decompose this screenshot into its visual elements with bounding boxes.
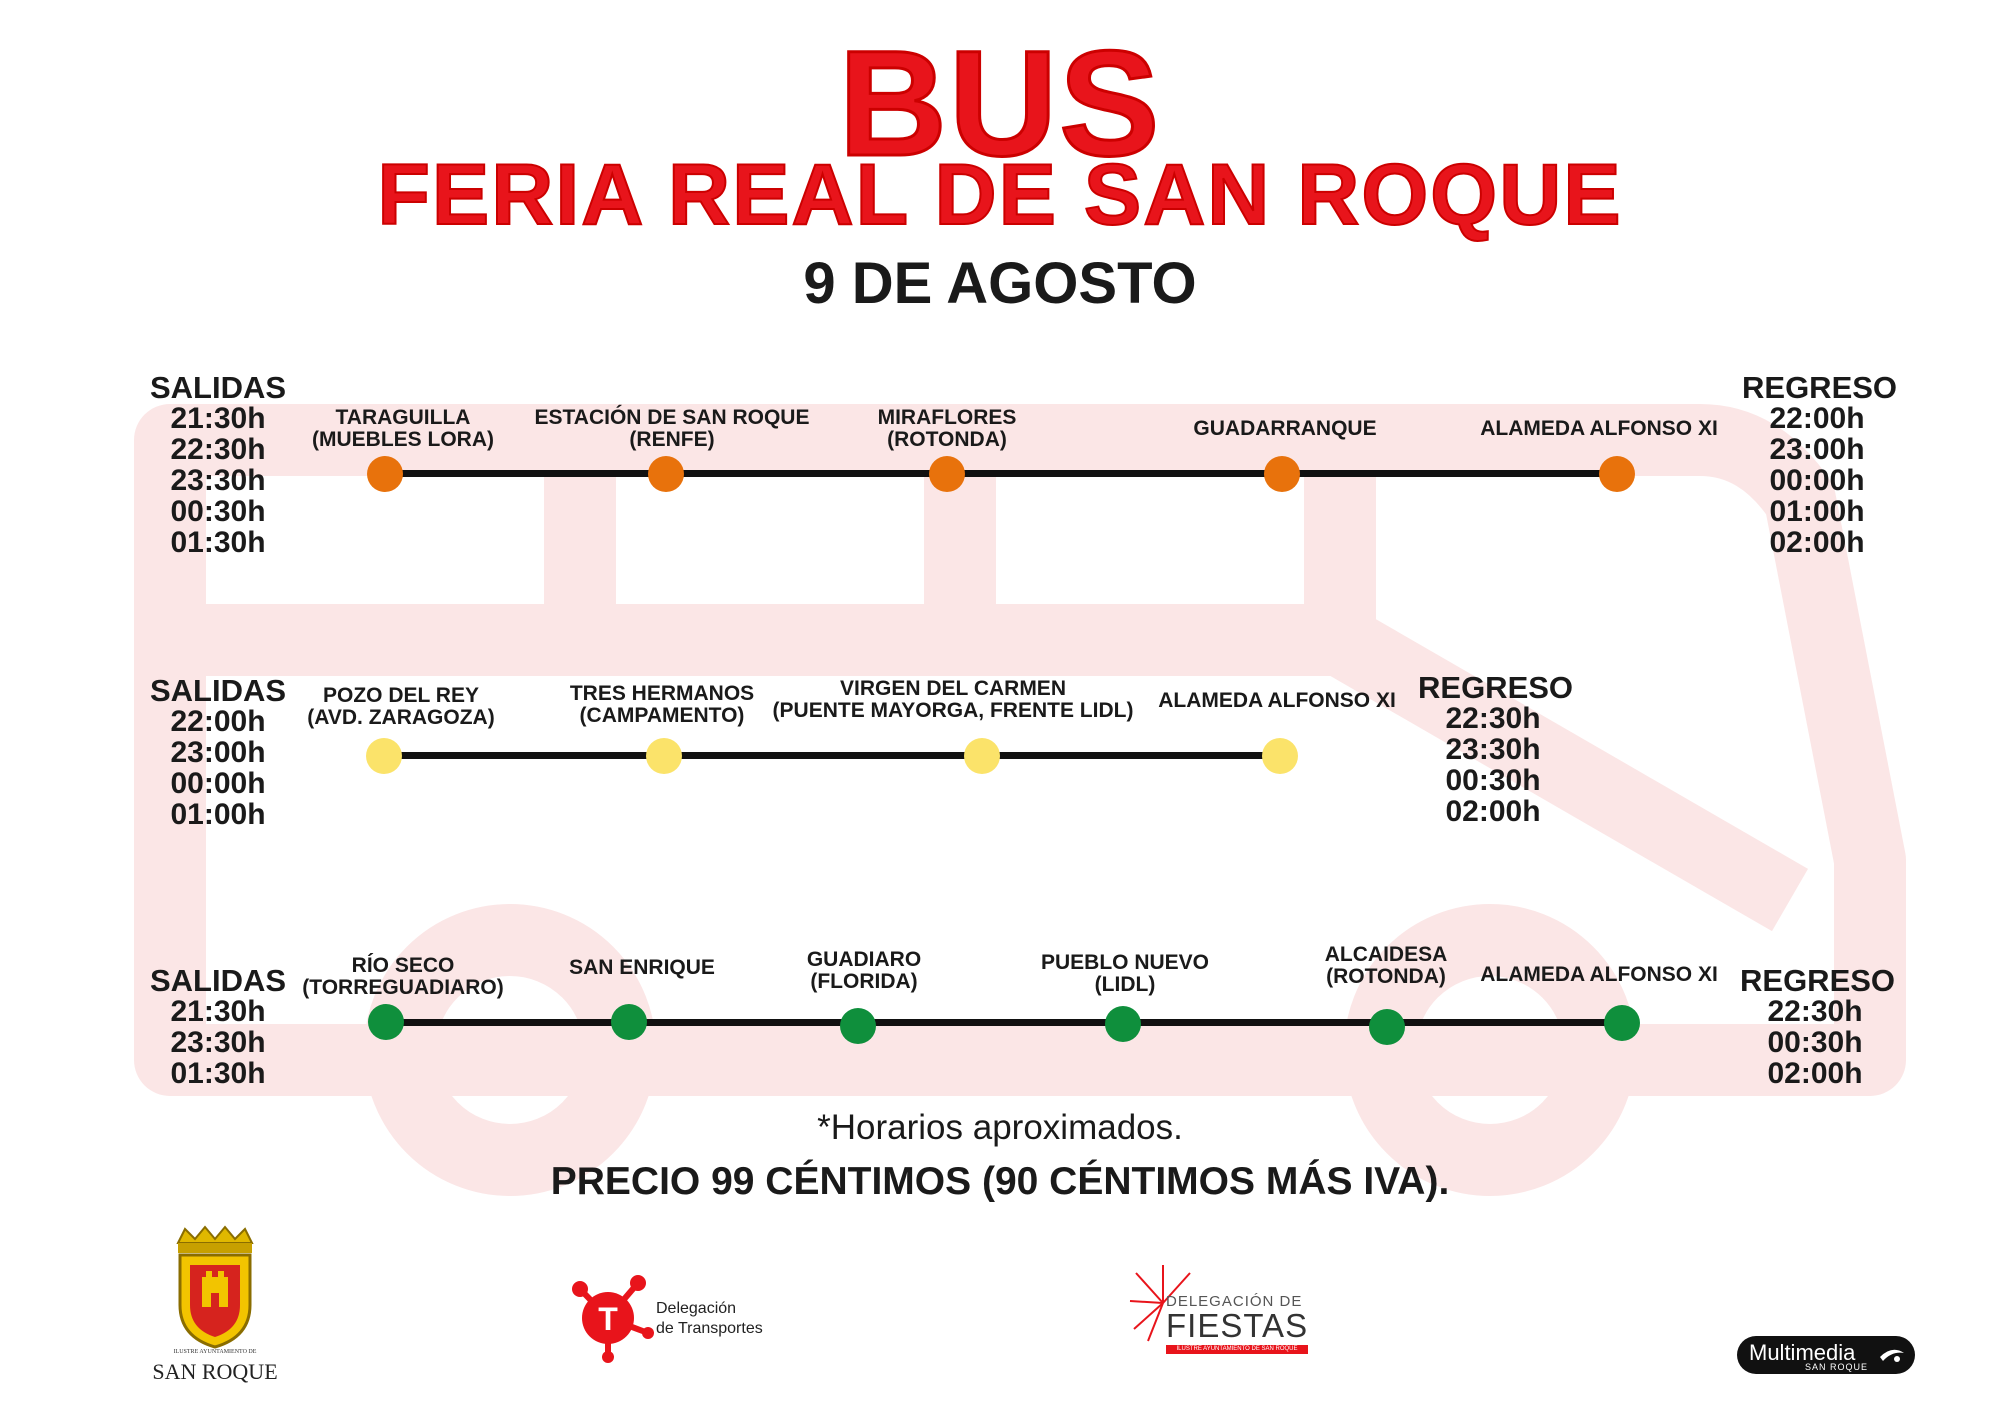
- departure-time: 00:00h: [170, 767, 266, 800]
- route-3-stop-label: SAN ENRIQUE: [569, 956, 715, 979]
- ayuntamiento-small-text: ILUSTRE AYUNTAMIENTO DE: [173, 1349, 257, 1355]
- departures-heading: SALIDAS: [149, 673, 287, 708]
- route-3-line: [386, 1019, 1624, 1026]
- return-time: 00:30h: [1767, 1026, 1863, 1059]
- ayuntamiento-logo: [140, 1225, 290, 1385]
- route-3-stop-label: ALAMEDA ALFONSO XI: [1480, 963, 1718, 986]
- departure-time: 21:30h: [170, 995, 266, 1028]
- route-3-stop-dot: [368, 1004, 404, 1040]
- route-1-returns: [1742, 370, 1898, 559]
- route-3-stop-dot: [1604, 1005, 1640, 1041]
- return-time: 22:30h: [1767, 995, 1863, 1028]
- return-time: 02:00h: [1767, 1057, 1863, 1090]
- route-2-departures: [148, 675, 288, 830]
- transport-t-icon: [568, 1273, 658, 1363]
- svg-text:T: T: [598, 1301, 618, 1337]
- multimedia-logo: [1737, 1336, 1915, 1374]
- multimedia-swirl-icon: [1877, 1343, 1907, 1367]
- returns-heading: REGRESO: [1418, 670, 1574, 705]
- transportes-text: Delegación de Transportes: [656, 1300, 763, 1337]
- route-2-stop-dot: [1262, 738, 1298, 774]
- return-time: 01:00h: [1769, 495, 1865, 528]
- route-1-stop-dot: [367, 456, 403, 492]
- route-2-stop-label: POZO DEL REY (AVD. ZARAGOZA): [307, 684, 495, 729]
- departure-time: 00:30h: [170, 495, 266, 528]
- departure-time: 22:00h: [170, 705, 266, 738]
- multimedia-name: Multimedia: [1749, 1340, 1856, 1365]
- route-2-stop-dot: [646, 738, 682, 774]
- returns-heading: REGRESO: [1742, 370, 1898, 405]
- departure-time: 01:30h: [170, 1057, 266, 1090]
- return-time: 00:30h: [1445, 764, 1541, 797]
- departures-heading: SALIDAS: [149, 370, 287, 405]
- departure-time: 23:30h: [170, 1026, 266, 1059]
- departure-time: 23:30h: [170, 464, 266, 497]
- departure-time: 01:30h: [170, 526, 266, 559]
- route-3-stop-label: ALCAIDESA (ROTONDA): [1324, 943, 1448, 988]
- route-2-stop-label: ALAMEDA ALFONSO XI: [1158, 689, 1396, 712]
- return-time: 02:00h: [1445, 795, 1541, 828]
- route-3-stop-dot: [1369, 1009, 1405, 1045]
- departures-heading: SALIDAS: [149, 963, 287, 998]
- return-time: 00:00h: [1769, 464, 1865, 497]
- return-time: 02:00h: [1769, 526, 1865, 559]
- route-1-stop-dot: [648, 456, 684, 492]
- fiestas-small-text: DELEGACIÓN DE: [1166, 1293, 1303, 1310]
- route-2-stop-label: VIRGEN DEL CARMEN (PUENTE MAYORGA, FRENTE LIDL): [772, 677, 1134, 722]
- departure-time: 23:00h: [170, 736, 266, 769]
- return-time: 23:30h: [1445, 733, 1541, 766]
- fiestas-logo: [1128, 1263, 1318, 1363]
- route-2-stop-dot: [964, 738, 1000, 774]
- fiestas-name: FIESTAS: [1166, 1307, 1309, 1344]
- route-3-stop-label: RÍO SECO (TORREGUADIARO): [302, 954, 504, 999]
- returns-heading: REGRESO: [1740, 963, 1896, 998]
- route-1-stop-dot: [1264, 456, 1300, 492]
- ayuntamiento-name: SAN ROQUE: [152, 1359, 278, 1384]
- route-1-stop-dot: [929, 456, 965, 492]
- route-3-stop-dot: [611, 1004, 647, 1040]
- route-1-departures: [148, 372, 288, 558]
- route-3-returns: [1740, 963, 1896, 1090]
- route-3-stop-dot: [1105, 1006, 1141, 1042]
- fiestas-bar: ILUSTRE AYUNTAMIENTO DE SAN ROQUE: [1166, 1345, 1308, 1354]
- route-3-stop-dot: [840, 1008, 876, 1044]
- route-2-stop-label: TRES HERMANOS (CAMPAMENTO): [569, 682, 755, 727]
- page-subtitle: FERIA REAL DE SAN ROQUE: [377, 147, 1623, 243]
- return-time: 22:00h: [1769, 402, 1865, 435]
- route-3-departures: [148, 965, 288, 1089]
- departure-time: 01:00h: [170, 798, 266, 831]
- event-date: 9 DE AGOSTO: [803, 251, 1197, 316]
- departure-time: 22:30h: [170, 433, 266, 466]
- coat-of-arms-icon: [140, 1225, 290, 1350]
- return-time: 23:00h: [1769, 433, 1865, 466]
- route-1-stop-label: MIRAFLORES (ROTONDA): [877, 406, 1017, 451]
- route-2-stop-dot: [366, 738, 402, 774]
- route-3-stop-label: PUEBLO NUEVO (LIDL): [1040, 951, 1210, 996]
- route-1-stop-label: TARAGUILLA (MUEBLES LORA): [312, 406, 494, 451]
- route-1-stop-label: GUADARRANQUE: [1193, 417, 1377, 440]
- departure-time: 21:30h: [170, 402, 266, 435]
- route-1-stop-dot: [1599, 456, 1635, 492]
- route-1-stop-label: ESTACIÓN DE SAN ROQUE (RENFE): [534, 406, 810, 451]
- route-1-stop-label: ALAMEDA ALFONSO XI: [1480, 417, 1718, 440]
- route-2-returns: [1418, 670, 1574, 828]
- page-title: BUS: [838, 19, 1162, 187]
- route-3-stop-label: GUADIARO (FLORIDA): [806, 948, 922, 993]
- return-time: 22:30h: [1445, 702, 1541, 735]
- transportes-logo: [568, 1273, 778, 1363]
- price-info: PRECIO 99 CÉNTIMOS (90 CÉNTIMOS MÁS IVA).: [550, 1160, 1450, 1203]
- route-2-line: [384, 752, 1280, 759]
- multimedia-sub: SAN ROQUE: [1805, 1362, 1869, 1372]
- approx-schedule-note: *Horarios aproximados.: [817, 1108, 1183, 1147]
- route-1-line: [385, 470, 1617, 477]
